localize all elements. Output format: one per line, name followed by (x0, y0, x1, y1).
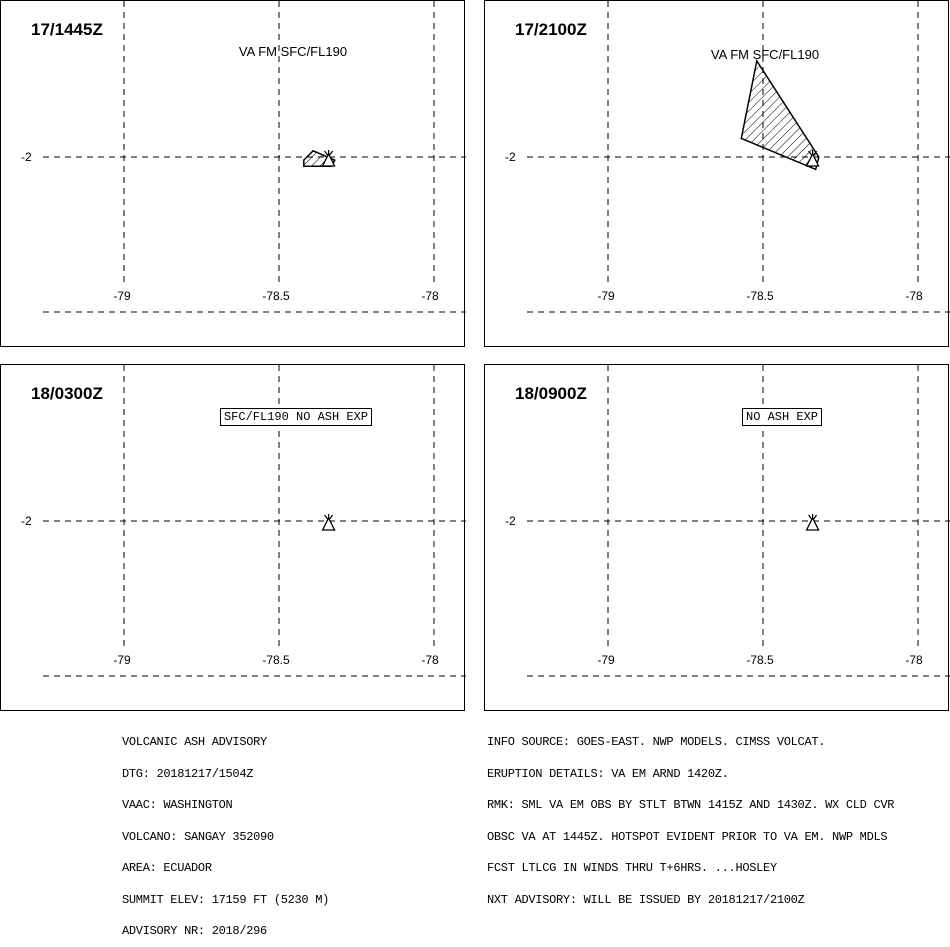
ash-cloud-area (741, 61, 819, 169)
advisory-line: VAAC: WASHINGTON (122, 798, 233, 812)
lon-tick-label: -78.5 (262, 289, 290, 303)
advisory-line: OBSC VA AT 1445Z. HOTSPOT EVIDENT PRIOR TO VA EM. NWP MDLS (487, 829, 888, 844)
advisory-header-block (122, 716, 329, 947)
lon-tick-label: -78 (905, 653, 923, 667)
volcano-plume (325, 515, 328, 519)
advisory-line: ERUPTION DETAILS: VA EM ARND 1420Z. (487, 766, 729, 781)
panel-time: 18/0300Z (31, 384, 103, 403)
lon-tick-label: -79 (113, 289, 131, 303)
volcano-cone (323, 518, 335, 530)
lat-tick-label: -2 (21, 150, 32, 164)
ash-cloud-label: VA FM SFC/FL190 (710, 47, 820, 62)
lon-tick-label: -78.5 (746, 653, 774, 667)
no-ash-label-box: SFC/FL190 NO ASH EXP (220, 408, 372, 426)
lon-tick-label: -78 (905, 289, 923, 303)
lon-tick-label: -79 (597, 289, 615, 303)
forecast-panel-1 (0, 0, 465, 347)
panel-time: 17/2100Z (515, 20, 587, 39)
advisory-line: NXT ADVISORY: WILL BE ISSUED BY 20181217/2100Z (487, 892, 805, 907)
lat-tick-label: -2 (505, 514, 516, 528)
lon-tick-label: -78.5 (746, 289, 774, 303)
volcano-plume (330, 515, 333, 519)
volcano-cone (807, 518, 819, 530)
advisory-line: VOLCANIC ASH ADVISORY (122, 735, 267, 749)
advisory-line: SUMMIT ELEV: 17159 FT (5230 M) (122, 892, 330, 907)
ash-cloud-label: VA FM SFC/FL190 (238, 44, 348, 59)
advisory-line: FCST LTLCG IN WINDS THRU T+6HRS. ...HOSLEY (487, 861, 777, 875)
advisory-line: INFO SOURCE: GOES-EAST. NWP MODELS. CIMSS VOLCAT. (487, 735, 826, 749)
lat-tick-label: -2 (21, 514, 32, 528)
volcano-icon (323, 514, 335, 530)
advisory-line: ADVISORY NR: 2018/296 (122, 924, 267, 938)
lat-tick-label: -2 (505, 150, 516, 164)
advisory-line: DTG: 20181217/1504Z (122, 766, 254, 781)
panel-time: 18/0900Z (515, 384, 587, 403)
panel-time: 17/1445Z (31, 20, 103, 39)
volcano-plume (330, 151, 333, 155)
no-ash-label-box: NO ASH EXP (742, 408, 822, 426)
map-canvas (485, 365, 950, 712)
advisory-line: VOLCANO: SANGAY 352090 (122, 829, 274, 844)
lon-tick-label: -78 (421, 653, 439, 667)
forecast-panel-2 (484, 0, 949, 347)
volcano-plume (809, 515, 812, 519)
lon-tick-label: -78.5 (262, 653, 290, 667)
forecast-panel-4 (484, 364, 949, 711)
volcano-plume (325, 151, 328, 155)
lon-tick-label: -79 (113, 653, 131, 667)
advisory-line: RMK: SML VA EM OBS BY STLT BTWN 1415Z AND 1430Z. WX CLD CVR (487, 798, 895, 812)
volcano-plume (814, 515, 817, 519)
lon-tick-label: -78 (421, 289, 439, 303)
forecast-panel-3 (0, 364, 465, 711)
advisory-remarks-block (487, 716, 894, 916)
advisory-line: AREA: ECUADOR (122, 861, 212, 875)
lon-tick-label: -79 (597, 653, 615, 667)
volcano-icon (807, 514, 819, 530)
